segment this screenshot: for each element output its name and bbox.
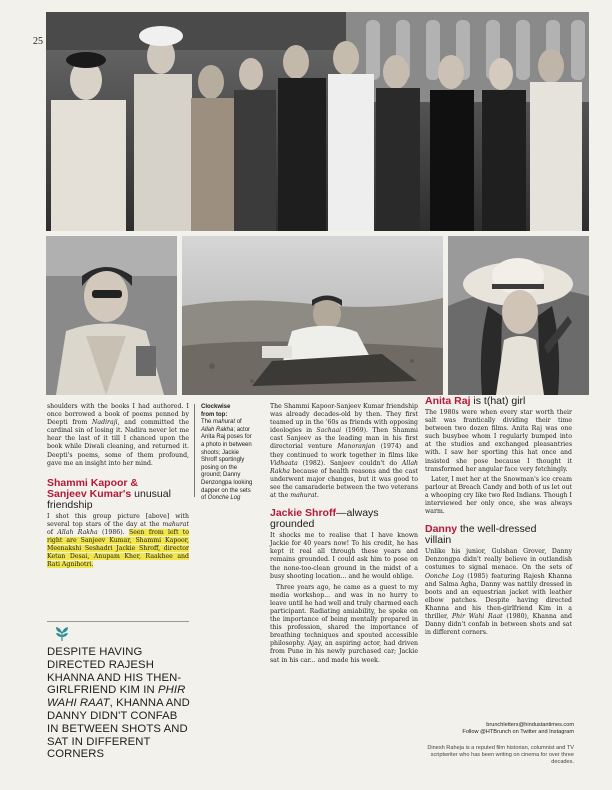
p2-italic-2: Allah Rakha: [57, 528, 98, 536]
rajesh-khanna-photo: [46, 236, 177, 395]
intro-text-a: shoulders with the books I had authored. I once borrowed a book of poems penned by Deepti from: [47, 403, 189, 427]
divider-line: [47, 621, 189, 622]
intro-text-b: , and committed the cardinal sin of losing it. Nadira never let me hear the last of it till I chanced upon the book while Diwali cleaning, and returned it. Deepti's poems, some of them profound, gave me an insight into her mind.: [47, 419, 189, 467]
quote-film-title: PHIR WAHI RAAT: [47, 684, 186, 710]
quote-text-b: , KHANNA AND DANNY DIDN'T CONFAB IN BETWEEN SHOTS AND SAT IN DIFFERENT CORNERS: [47, 697, 190, 761]
heading-danny-rest-2: villain: [425, 534, 452, 547]
heading-anita-rest: is t(hat) girl: [470, 395, 526, 407]
c3-i1: Sachaai: [316, 427, 342, 435]
section-heading-shammi: [47, 478, 189, 511]
quote-text-a: DESPITE HAVING DIRECTED RAJESH KHANNA AND HIS THEN-GIRLFRIEND KIM IN: [47, 646, 182, 697]
c3-i5: mahurat: [290, 492, 317, 500]
c4-a: Unlike his junior, Gulshan Grover, Danny Denzongpa didn't really believe in outlandish costumes to signal menace. On the sets of: [425, 548, 572, 572]
column-3: [270, 403, 418, 665]
c3-e: because of health reasons and the cast underwent major changes, but it was good to see the camaraderie between the two veterans at the: [270, 467, 418, 500]
c4-i1: Oonche Log: [425, 572, 464, 580]
shammi-sanjeev-paragraph: [270, 403, 418, 500]
caption-italic-1: mahurat: [213, 419, 236, 426]
photo-caption: [201, 404, 256, 503]
p2-a: I shot this group picture [above] with several top stars of the day at the: [47, 512, 189, 528]
c3-f: .: [316, 492, 319, 500]
caption-italic-3: Oonche Log: [207, 495, 241, 502]
caption-divider: [194, 404, 195, 497]
intro-paragraph: [47, 403, 189, 468]
caption-italic-2: Allah Rakha: [201, 426, 234, 433]
section-heading-jackie: [270, 508, 418, 530]
contact-credits: [420, 722, 574, 736]
heading-jackie-rest-1: —always: [335, 507, 379, 520]
group-photo: [46, 12, 589, 231]
page-number: 25: [33, 36, 43, 47]
heading-rest-2: friendship: [47, 498, 93, 511]
column-4: [425, 396, 572, 637]
group-photo-paragraph: [47, 513, 189, 570]
jackie-paragraph-1: It shocks me to realise that I have known Jackie for 40 years now! To his credit, he has kept it real all through these years and remains grounded. I could ask him to pose on the none-too-clean ground in the midst of a busy shooting location... and he would oblige.: [270, 532, 418, 580]
contact-email[interactable]: brunchletters@hindustantimes.com: [486, 722, 574, 728]
heading-anita-name: Anita Raj: [425, 395, 471, 407]
danny-paragraph: [425, 548, 572, 637]
p2-c: (1986).: [97, 528, 129, 536]
jackie-paragraph-2: Three years ago, he came as a guest to my media workshop... and was in no hurry to leave until he had well and truly charmed each participant. Radiating amiability, he spoke on the importance of being mentally prepared in this profession, shared the importance of breathing techniques and spouted accessible philosophy. Ajay, an aspiring actor, had driven from Pune in his newly purchased car; Jackie sat in his car... and made his week.: [270, 583, 418, 664]
c4-c: (1980), Khanna and Danny didn't confab in between shots and sat in different corners.: [425, 612, 572, 637]
section-heading-anita: [425, 396, 572, 407]
caption-lead-2: from top:: [201, 411, 228, 418]
p2-italic-1: mahurat: [162, 520, 189, 528]
highlighted-names: Seen from left to right are Sanjeev Kumar, Shammi Kapoor, Meenakshi Seshadri Jackie Shroff, director Ketan Desai, Anupam Kher, Raakhee and Rati Agnihotri.: [47, 528, 189, 569]
anita-raj-photo: [448, 236, 589, 395]
jackie-shroff-photo: [182, 236, 443, 395]
c3-c: (1974) and they continued to work together in films like: [270, 443, 418, 459]
heading-danny-name: Danny: [425, 523, 458, 536]
c4-i2: Phir Wahi Raat: [452, 612, 503, 620]
c3-i4: Allah Rakha: [270, 459, 418, 475]
c3-d: (1982). Sanjeev couldn't do: [297, 459, 402, 467]
pull-quote: [47, 646, 192, 761]
c4-b: (1985) featuring Rajesh Khanna and Salma Agha, Danny was nattily dressed in boots and an equestrian jacket with leather elbow patches. Despite having directed Khanna and his then-girlfriend Kim in a thriller,: [425, 572, 572, 620]
heading-jackie-rest-2: grounded: [270, 518, 315, 531]
caption-t2: of: [235, 419, 242, 426]
social-handle[interactable]: Follow @HTBrunch on Twitter and Instagram: [462, 729, 574, 735]
heading-danny-rest-1: the well-dressed: [457, 523, 537, 536]
heading-name-2: Sanjeev Kumar's: [47, 487, 132, 500]
caption-lead-1: Clockwise: [201, 404, 231, 410]
heading-rest-1: unusual: [131, 487, 171, 500]
column-1: [47, 403, 189, 569]
c3-a: The Shammi Kapoor-Sanjeev Kumar friendship was already decades-old by then. They first teamed up in the '60s as friends with opposing ideologies in: [270, 403, 418, 435]
c3-b: (1969). Then Shammi cast Sanjeev as the leading man in his first directorial venture: [270, 427, 418, 451]
caption-t1: The: [201, 419, 214, 426]
c3-i2: Manoranjan: [337, 443, 376, 451]
caption-t3: ; actor Anita Raj poses for a photo in between shoots; Jackie Shroff sportingly posing on the ground; Danny Denzongpa looking dapper on the sets of: [201, 426, 253, 502]
author-bio: Dinesh Raheja is a reputed film historian, columnist and TV scriptwriter who has been writing on cinema for over three decades.: [427, 745, 574, 765]
anita-paragraph-1: The 1980s were when every star worth their salt was frantically dividing their time between two dozen films. Anita Raj was one such busybee whom I regularly bumped into at the studios and exchanged pleasantries with. I saw her sporting this hat once and insisted she pose because I thought it transformed her angular face very fetchingly.: [425, 409, 572, 473]
section-heading-danny: [425, 524, 572, 546]
leaf-icon: [54, 626, 70, 642]
anita-paragraph-2: Later, I met her at the Snowman's ice cream parlour at Breach Candy and both of us let out a whooping cry like two Red Indians. Though I interviewed her only once, she was always warm.: [425, 475, 572, 516]
c3-i3: Vidhaata: [270, 459, 298, 467]
heading-jackie-name: Jackie Shroff: [270, 507, 336, 520]
intro-text-italic: Nadiraji: [92, 419, 118, 427]
heading-name-1: Shammi Kapoor &: [47, 476, 139, 489]
p2-b: of: [47, 528, 58, 536]
